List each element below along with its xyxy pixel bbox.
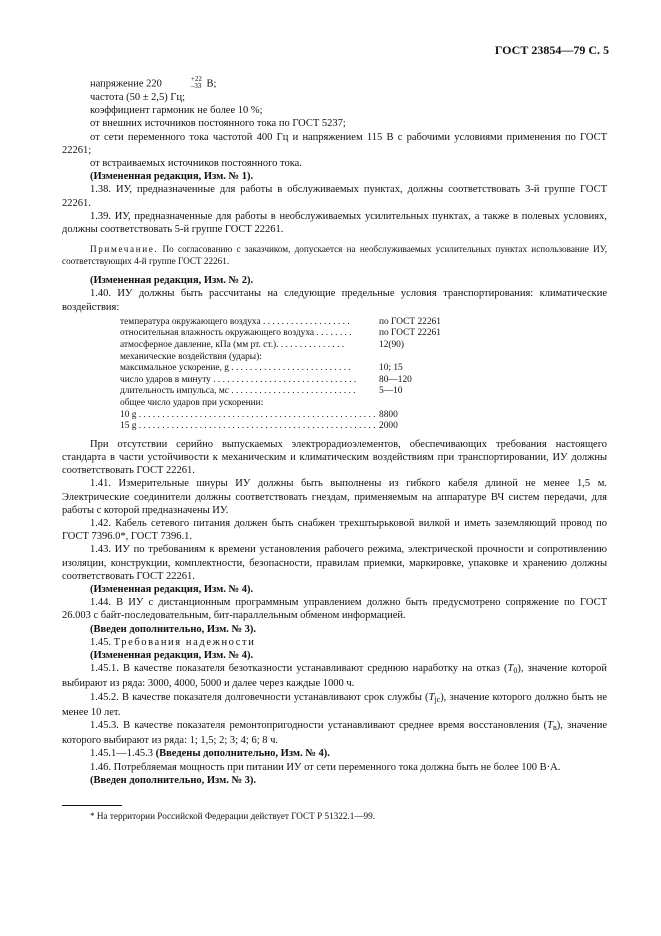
paragraph: частота (50 ± 2,5) Гц; (90, 92, 186, 103)
paragraph: от встраиваемых источников постоянного тока. (90, 158, 302, 170)
symbol-subscript: в (552, 723, 557, 733)
clause-1-44: 1.44. В ИУ с дистанционным программным управлением должно быть предусмотрено сопряжение по ГОСТ 26.003 с байт-последовательным, бит-параллельным обменом информацией. (62, 597, 607, 622)
row-value: по ГОСТ 22261 (379, 316, 441, 327)
row-label: общее число ударов при ускорении: (120, 398, 264, 408)
table-row (120, 386, 607, 398)
paragraph: коэффициент гармоник не более 10 %; (90, 105, 263, 117)
table-row (120, 328, 607, 340)
row-label: максимальное ускорение, g . . . . . . . . . . . . . . . . . . . . . . . . . . (120, 363, 351, 374)
amendment-note: (Введен дополнительно, Изм. № 3). (90, 774, 257, 786)
text-part: 1.45.2. В качестве показателя долговечности устанавливают срок службы ( (90, 691, 429, 703)
paragraph: от сети переменного тока частотой 400 Гц и напряжением 115 В с рабочими условиями применения по ГОСТ 22261; (62, 131, 607, 156)
transport-conditions-table (120, 317, 607, 433)
row-value (379, 398, 519, 410)
voltage-unit: В; (203, 78, 217, 90)
row-value: 5—10 (379, 386, 403, 397)
amendment-note: (Измененная редакция, Изм. № 4). (90, 650, 254, 662)
row-label: число ударов в минуту . . . . . . . . . . . . . . . . . . . . . . . . . . . . . . . (120, 374, 357, 385)
clause-1-42: 1.42. Кабель сетевого питания должен быть снабжен трехштырьковой вилкой и иметь заземляющий провод по ГОСТ 7396.0*, ГОСТ 7396.1. (62, 518, 607, 543)
clause-1-45-2 (62, 691, 607, 719)
tolerance-plus: +22 (190, 75, 202, 83)
note-label: Примечание. (90, 244, 159, 255)
clause-1-43: 1.43. ИУ по требованиям к времени установления рабочего режима, электрической прочности и сопротивлению изоляции, конструкции, комплектности, безопасности, правилам приемки, маркировке, упаковке и хранению должны соответствовать ГОСТ 22261. (62, 544, 607, 582)
clause-1-41: 1.41. Измерительные шнуры ИУ должны быть выполнены из гибкого кабеля длиной не менее 1,5 м. Электрические соединители должны соответствовать гнездам, применяемым на аппаратуре ВЧ систем передачи, для работы с которой предназначены ИУ. (62, 478, 607, 516)
symbol: T (507, 663, 514, 675)
symbol: T (547, 720, 553, 732)
clause-1-46: 1.46. Потребляемая мощность при питании ИУ от сети переменного тока должна быть не более 100 В·А. (90, 761, 561, 773)
tolerance-minus: –33 (190, 82, 202, 90)
clause-1-45-1 (62, 662, 607, 690)
amendment-note: (Введены дополнительно, Изм. № 4). (155, 748, 330, 760)
note-block (62, 243, 607, 267)
section-title: Требования надежности (113, 636, 256, 648)
text-part: ), значение которого должно быть не менее 10 лет. (62, 691, 608, 718)
amendment-note: (Измененная редакция, Изм. № 1). (90, 171, 254, 183)
table-row (120, 317, 607, 329)
paragraph: от внешних источников постоянного тока по ГОСТ 5237; (90, 118, 346, 130)
amendment-note: (Введен дополнительно, Изм. № 3). (90, 623, 257, 635)
row-label: температура окружающего воздуха . . . . . . . . . . . . . . . . . . . (120, 316, 350, 327)
amendment-note: (Измененная редакция, Изм. № 4). (90, 584, 254, 596)
row-value (379, 352, 519, 364)
symbol: T (428, 691, 435, 703)
table-row (120, 363, 607, 375)
clause-number: 1.45. (90, 636, 114, 648)
clause-number: 1.45.1—1.45.3 (90, 748, 156, 760)
clause-1-45 (62, 636, 607, 649)
table-row (120, 375, 607, 387)
voltage-prefix: напряжение 220 (90, 78, 162, 90)
row-label: атмосферное давление, кПа (мм рт. ст.). . . . . . . . . . . . . . . (120, 340, 345, 351)
voltage-line (62, 77, 607, 91)
row-value: 2000 (379, 421, 398, 432)
row-value: 80—120 (379, 374, 412, 385)
amendment-note: (Измененная редакция, Изм. № 2). (90, 275, 254, 287)
row-label: механические воздействия (удары): (120, 351, 262, 362)
clause-1-38: 1.38. ИУ, предназначенные для работы в обслуживаемых пунктах, должны соответствовать 3-й группе ГОСТ 22261. (62, 184, 607, 209)
table-row (120, 398, 607, 410)
symbol-subscript: jc (434, 694, 441, 704)
paragraph: При отсутствии серийно выпускаемых электрорадиоэлементов, обеспечивающих требования настоящего стандарта в части устойчивости к механическим и климатическим воздействиям при транспортировании, ИУ должны соответствовать ГОСТ 22261. (62, 438, 607, 477)
text-part: 1.45.3. В качестве показателя ремонтопригодности устанавливают среднее время восстановления ( (90, 720, 548, 732)
table-row (120, 352, 607, 364)
clause-1-45-3 (62, 719, 607, 747)
text-part: 1.45.1. В качестве показателя безотказности устанавливают среднюю наработку на отказ ( (90, 663, 508, 675)
row-label: 15 g . . . . . . . . . . . . . . . . . . . . . . . . . . . . . . . . . . . . . . . . . . . . . . . . . . . (120, 421, 376, 432)
clause-1-45-1-3 (62, 747, 607, 760)
text-part: ), значение которого выбирают из ряда: 1; 1,5; 2; 3; 4; 6; 8 ч. (62, 720, 608, 747)
row-value: 8800 (379, 409, 398, 420)
row-label: длительность импульса, мс . . . . . . . . . . . . . . . . . . . . . . . . . . . (120, 386, 356, 397)
clause-1-39: 1.39. ИУ, предназначенные для работы в необслуживаемых усилительных пунктах, а также в полевых условиях, должны соответствовать 5-й группе ГОСТ 22261. (62, 210, 607, 236)
text-part: ), значение которой выбирают из ряда: 3000, 4000, 5000 и далее через каждые 1000 ч. (62, 663, 608, 690)
row-value: по ГОСТ 22261 (379, 328, 441, 339)
note-text: По согласованию с заказчиком, допускается на необслуживаемых усилительных пунктах использование ИУ, соответствующих 4-й группе ГОСТ 22261. (62, 244, 607, 267)
footnote: * На территории Российской Федерации действует ГОСТ Р 51322.1—99. (90, 811, 376, 822)
page-header: ГОСТ 23854—79 С. 5 (494, 43, 609, 57)
table-row (120, 410, 607, 422)
voltage-tolerance (163, 76, 202, 90)
table-row (120, 421, 607, 433)
row-label: 10 g . . . . . . . . . . . . . . . . . . . . . . . . . . . . . . . . . . . . . . . . . . . . . . . . . . . (120, 409, 376, 420)
symbol-subscript: 0 (513, 666, 518, 676)
table-row (120, 340, 607, 352)
footnote-divider (62, 805, 122, 806)
document-body (62, 77, 607, 822)
row-value: 10; 15 (379, 363, 403, 374)
row-value: 12(90) (379, 340, 404, 351)
clause-1-40: 1.40. ИУ должны быть рассчитаны на следующие предельные условия транспортирования: климатические воздействия: (62, 288, 607, 313)
row-label: относительная влажность окружающего воздуха . . . . . . . . (120, 328, 352, 339)
